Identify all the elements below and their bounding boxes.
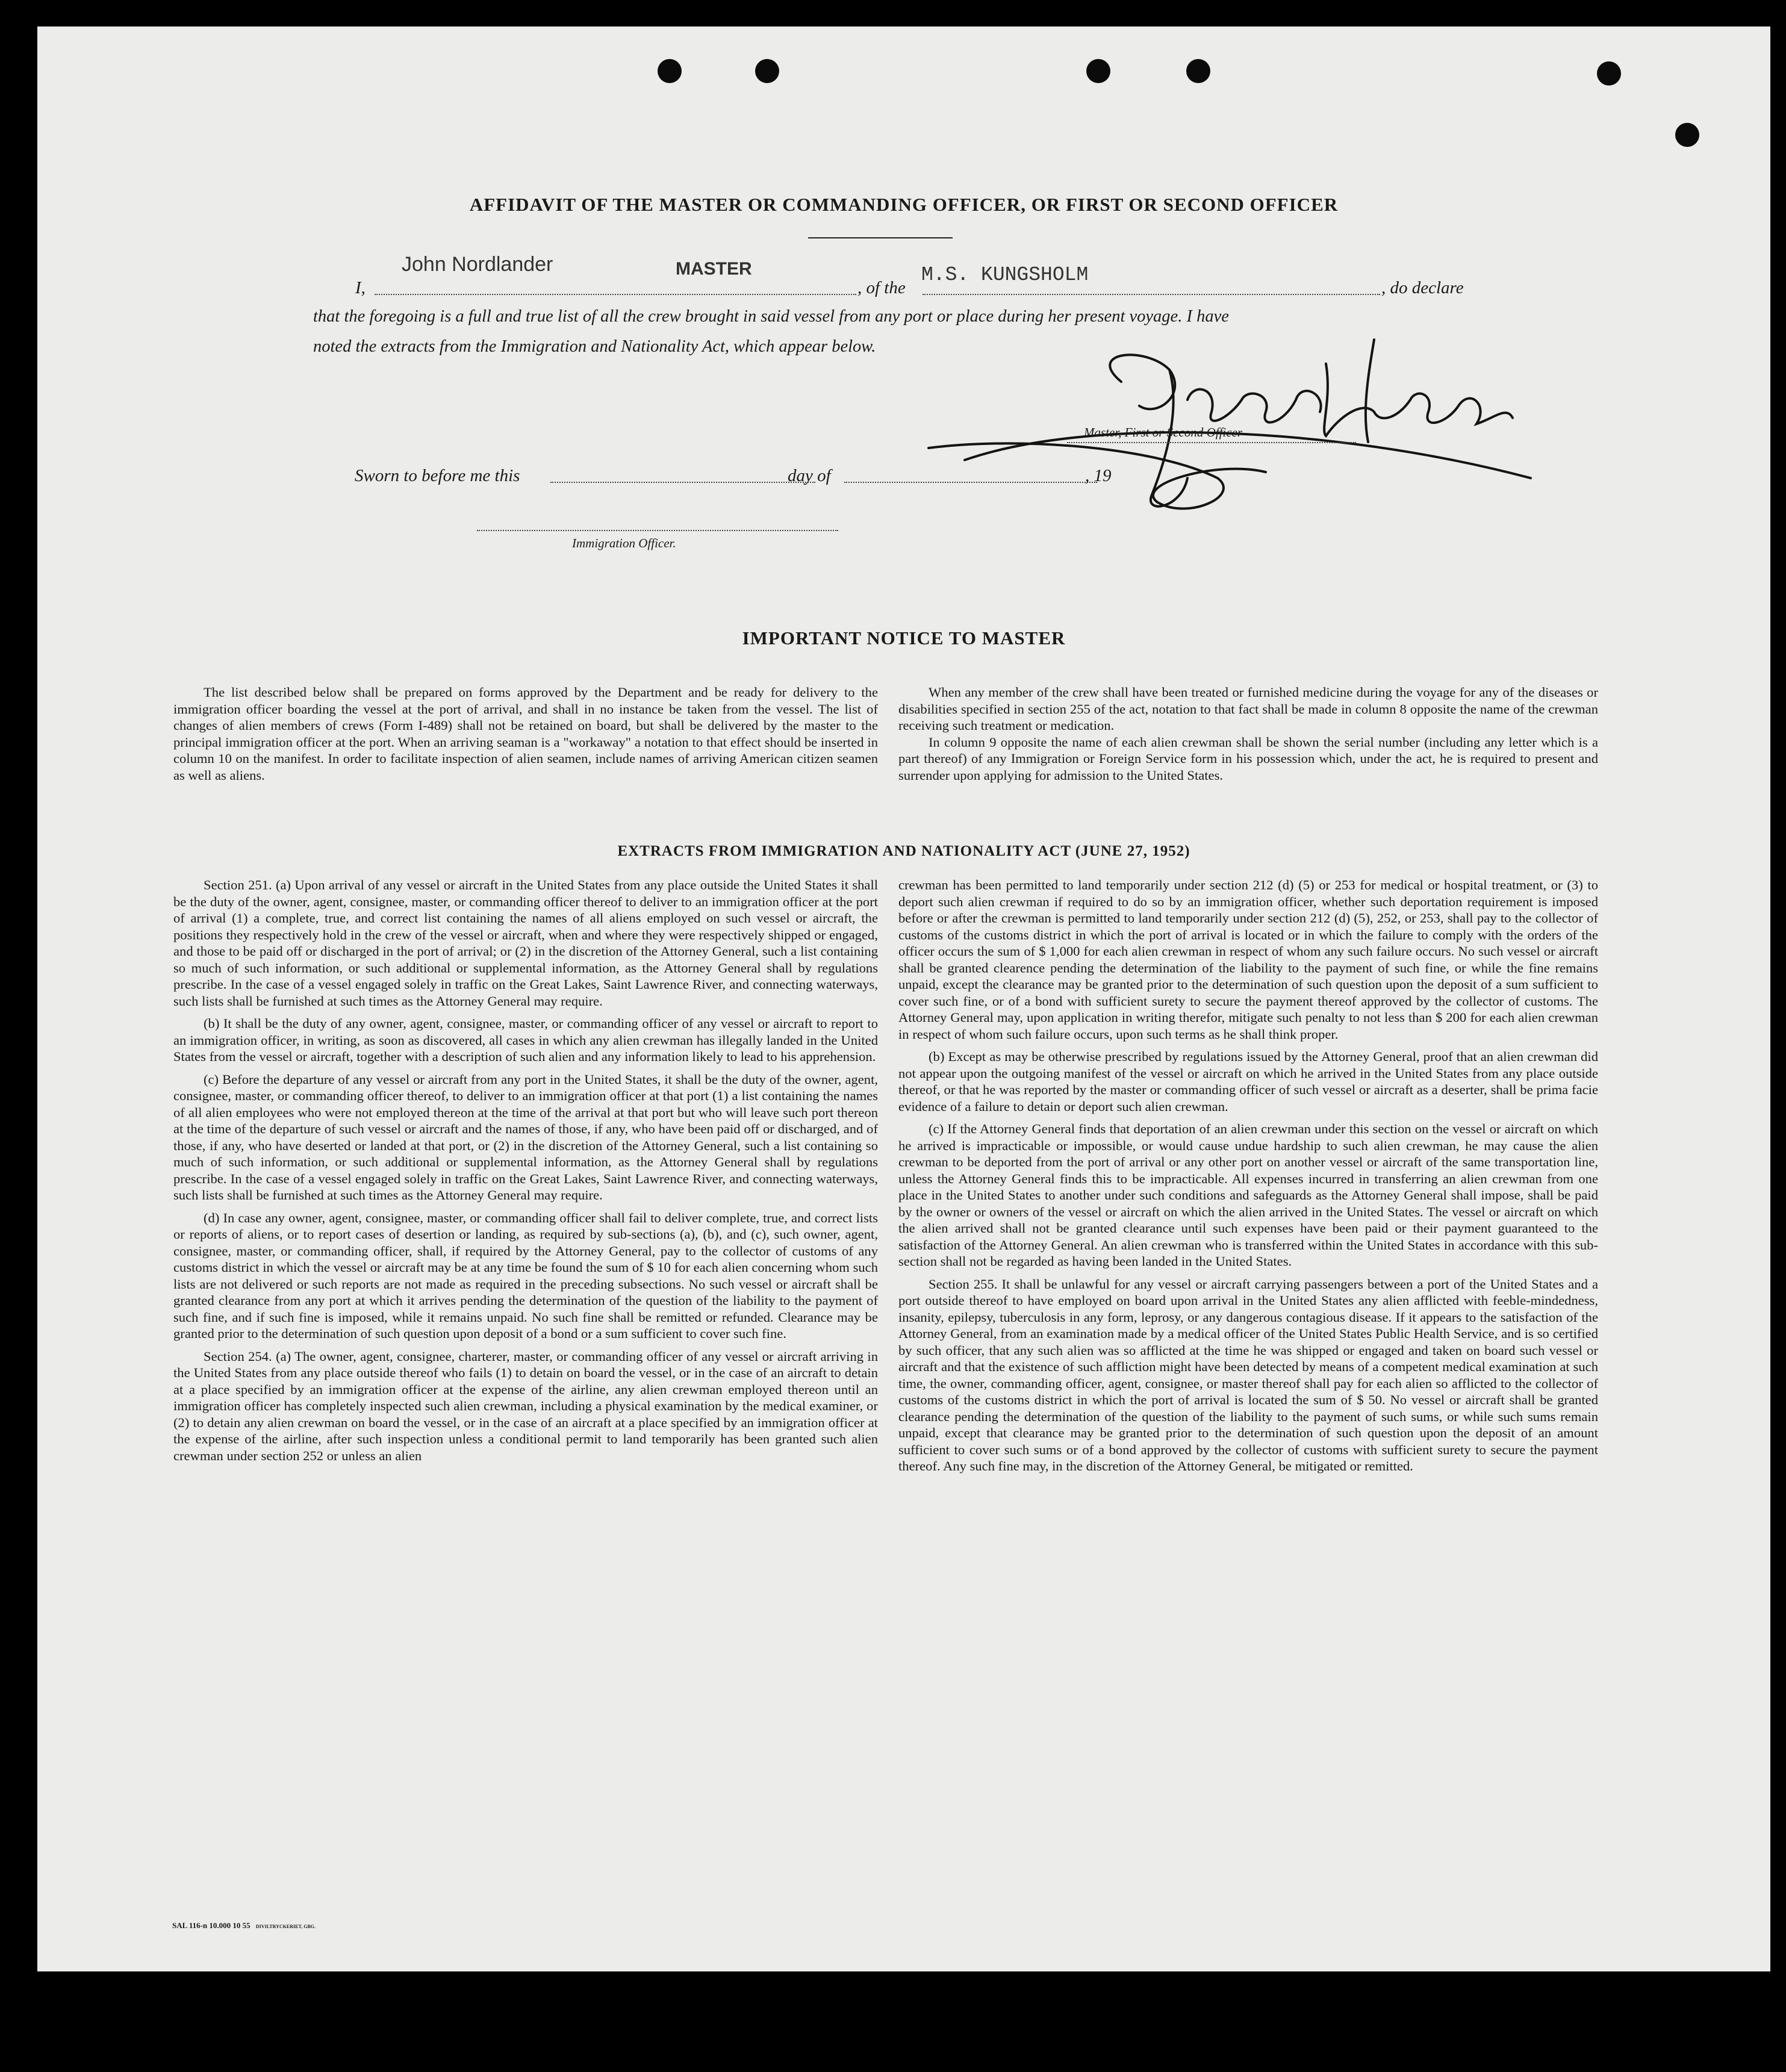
- extract-paragraph: Section 255. It shall be unlawful for any vessel or aircraft carrying passengers between a port of the United States and a port outside thereof to have employed on board upon arrival in the United States any alien afflicted with feeble-mindedness, insanity, epilepsy, tuberculosis in any form, leprosy, or any dangerous contagious disease. If it appears to the satisfaction of the Attorney General, from an examination made by a medical officer of the United States Public Health Service, and is so certified by such officer, that any such alien was so afflicted at the time he was shipped or engaged and taken on board such vessel or aircraft and that the existence of such affliction might have been detected by means of a competent medical examination at such time, the owner, commanding officer, agent, consignee, or master thereof shall pay for each alien so afflicted to the collector of customs of the customs district in which the port of arrival is located the sum of $ 50. No vessel or aircraft shall be granted clearance pending the determination of the question of the liability to the payment of such sums, or while such sums remain unpaid, except that clearance may be granted prior to the determination of such question upon the deposit of an amount sufficient to cover such sums or of a bond approved by the collector of customs with sufficient surety to secure the payment thereof. Any such fine may, in the discretion of the Attorney General, be mitigated or remitted.: [898, 1276, 1598, 1473]
- day-of-label: day of: [788, 466, 831, 485]
- extract-paragraph: (c) Before the departure of any vessel or aircraft from any port in the United States, it shall be the duty of the owner, agent, consignee, master, or commanding officer thereof, to deliver to an immigration officer at that port (1) a list containing the names of all alien employees who were not employed thereon at the time of the arrival at that port but who will leave such port thereon at the time of the departure of such vessel or aircraft and the names of those, if any, who have been paid off or discharged, and of those, if any, who have deserted or landed at that port, or (2) in the discretion of the Attorney General, such a list containing so much of such information, or such additional or supplemental information, as the Attorney General shall by regulations prescribe. In the case of a vessel engaged solely in traffic on the Great Lakes, Saint Lawrence River, and connecting waterways, such lists shall be furnished at such times as the Attorney General may require.: [173, 1071, 878, 1202]
- signer-caption: Master, First or Second Officer: [1084, 425, 1243, 440]
- i-label: I,: [355, 278, 366, 297]
- sworn-label: Sworn to before me this: [355, 466, 520, 485]
- printer-text: DIVILTRYCKERIET, GBG.: [255, 1924, 316, 1929]
- notice-paragraph: The list described below shall be prepared on forms approved by the Department and be ready for delivery to the immigration officer boarding the vessel at the port of arrival, and shall in no instance be taken from the vessel. The list of changes of alien members of crews (Form I-489) shall not be retained on board, but shall be delivered by the master to the principal immigration officer at the port. When an arriving seaman is a "workaway" a notation to that effect should be inserted in column 10 on the manifest. In order to facilitate inspection of alien seamen, include names of arriving American citizen seamen as well as aliens.: [173, 685, 878, 783]
- title-divider: [808, 237, 953, 238]
- extract-paragraph: (b) It shall be the duty of any owner, agent, consignee, master, or commanding officer of any vessel or aircraft to report to an immigration officer, in writing, as soon as discovered, all cases in which any alien crewman has illegally landed in the United States from the vessel or aircraft, together with a description of such alien and any information likely to lead to his apprehension.: [173, 1016, 878, 1064]
- punch-hole-2: [755, 59, 779, 83]
- form-code: [172, 1921, 316, 1930]
- officer-signature-line: [477, 530, 838, 531]
- declaration-line-3: noted the extracts from the Immigration and Nationality Act, which appear below.: [313, 337, 876, 356]
- extract-paragraph: Section 251. (a) Upon arrival of any vessel or aircraft in the United States from any place outside the United States it shall be the duty of the owner, agent, consignee, master, or commanding officer thereof to deliver to an immigration officer at the port of arrival (1) a complete, true, and correct list containing the names of all aliens employed on such vessel or aircraft, the positions they respectively hold in the crew of the vessel or aircraft, when and where they were respectively shipped or engaged, and those to be paid off or discharged in the port of arrival; or (2) in the discretion of the Attorney General, such a list containing so much of such information, or such additional or supplemental information, as the Attorney General shall by regulations prescribe. In the case of a vessel engaged solely in traffic on the Great Lakes, Saint Lawrence River, and connecting waterways, such lists shall be furnished at such times as the Attorney General may require.: [173, 877, 878, 1009]
- name-line: [375, 294, 856, 295]
- notice-paragraph: When any member of the crew shall have been treated or furnished medicine during the voyage for any of the diseases or disabilities specified in section 255 of the act, notation to that fact shall be made in column 8 opposite the name of the crewman receiving such treatment or medication.: [898, 685, 1598, 733]
- master-signature: [904, 328, 1555, 520]
- vessel-name-typed: M.S. KUNGSHOLM: [921, 264, 1089, 286]
- officer-caption: Immigration Officer.: [572, 536, 676, 550]
- notice-left-column: [173, 684, 878, 789]
- extract-paragraph: (c) If the Attorney General finds that deportation of an alien crewman under this section on the vessel or aircraft on which he arrived is impracticable or impossible, or would cause undue hardship to such alien crewman, he may cause the alien crewman to be deported from the port of arrival or any other port on another vessel or aircraft of the same transportation line, unless the Attorney General finds this to be impracticable. All expenses incurred in transferring an alien crewman from one place in the United States to another under such conditions and safeguards as the Attorney General shall impose, shall be paid by the owner or owners of the vessel or aircraft on which the alien arrived in the United States. The vessel or aircraft on which the alien arrived shall not be granted clearance until such expenses have been paid or their payment guaranteed to the satisfaction of the Attorney General. An alien crewman who is transferred within the United States in accordance with this sub-section shall not be regarded as having been landed in the United States.: [898, 1121, 1598, 1269]
- extract-paragraph: Section 254. (a) The owner, agent, consignee, charterer, master, or commanding officer of any vessel or aircraft arriving in the United States from any place outside thereof who fails (1) to detain on board the vessel, or in the case of an aircraft to detain at a place specified by an immigration officer at the expense of the airline, any alien crewman employed thereon until an immigration officer has completely inspected such alien crewman, including a physical examination by the medical examiner, or (2) to detain any alien crewman on board the vessel, or in the case of an aircraft at a place specified by an immigration officer at the expense of the airline, after such inspection unless a conditional permit to land temporarily has been granted such alien crewman under section 252 or unless an alien: [173, 1348, 878, 1463]
- form-code-text: SAL 116-n 10.000 10 55: [172, 1921, 250, 1930]
- notice-paragraph: In column 9 opposite the name of each alien crewman shall be shown the serial number (including any letter which is a part thereof) of any Immigration or Foreign Service form in his possession which, under the act, he is required to present and surrender upon applying for admission to the United States.: [898, 734, 1598, 783]
- extracts-title: EXTRACTS FROM IMMIGRATION AND NATIONALITY ACT (JUNE 27, 1952): [617, 843, 1190, 859]
- extracts-left-column: [173, 877, 878, 1470]
- punch-hole-5: [1597, 61, 1621, 86]
- sworn-date-line: [550, 482, 815, 483]
- notice-title: IMPORTANT NOTICE TO MASTER: [742, 627, 1066, 649]
- document-page: [37, 26, 1770, 1971]
- vessel-line: [923, 294, 1380, 295]
- month-line: [844, 482, 1097, 483]
- extract-paragraph: (d) In case any owner, agent, consignee, master, or commanding officer shall fail to deliver complete, true, and correct lists or reports of aliens, or to report cases of desertion or landing, as required by sub-sections (a), (b), and (c), such owner, agent, consignee, master, or commanding officer, shall, if required by the Attorney General, pay to the collector of customs of any customs district in which the vessel or aircraft may be at any time be found the sum of $ 10 for each alien concerning whom such lists are not delivered or such reports are not made as required in the preceding subsections. No such vessel or aircraft shall be granted clearance from any port at which it arrives pending the determination of the question of the liability to the payment of such fine, and if such fine is imposed, while it remains unpaid. No such fine shall be remitted or refunded. Clearance may be granted prior to the determination of such question upon deposit of a bond or a sum sufficient to cover such fine.: [173, 1210, 878, 1341]
- do-declare-label: , do declare: [1381, 278, 1464, 297]
- extracts-right-column: [898, 877, 1598, 1481]
- punch-hole-1: [658, 59, 682, 83]
- affidavit-title: AFFIDAVIT OF THE MASTER OR COMMANDING OFFICER, OR FIRST OR SECOND OFFICER: [469, 194, 1339, 215]
- signature-line: [1067, 442, 1356, 443]
- punch-hole-6: [1675, 123, 1699, 147]
- punch-hole-3: [1086, 59, 1110, 83]
- declaration-line-2: that the foregoing is a full and true list of all the crew brought in said vessel from any port or place during her present voyage. I have: [313, 307, 1229, 326]
- of-the-label: , of the: [857, 278, 906, 297]
- rank-typed: MASTER: [676, 259, 752, 279]
- year-label: , 19: [1085, 466, 1112, 485]
- extract-paragraph: (b) Except as may be otherwise prescribed by regulations issued by the Attorney General, proof that an alien crewman did not appear upon the outgoing manifest of the vessel or aircraft on which he arrived in the United States from any place outside thereof, or that he was reported by the master or commanding officer of such vessel or aircraft as a deserter, shall be prima facie evidence of a failure to detain or deport such alien crewman.: [898, 1049, 1598, 1114]
- extract-paragraph: crewman has been permitted to land temporarily under section 212 (d) (5) or 253 for medical or hospital treatment, or (3) to deport such alien crewman if required to do so by an immigration officer, whether such deportation requirement is imposed before or after the crewman is permitted to land temporarily under section 212 (d) (5), 252, or 253, shall pay to the collector of customs of the customs district in which the port of arrival is located or in which the failure to comply with the orders of the officer occurs the sum of $ 1,000 for each alien crewman in respect of whom any such failure occurs. No such vessel or aircraft shall be granted clearence pending the determination of the liability to the payment of such fine, or while the fine remains unpaid, except the clearance may be granted prior to the determination of such question upon the deposit of a sum sufficient to cover such fine, or of a bond with sufficient surety to secure the payment thereof approved by the collector of customs. The Attorney General may, upon application in writing therefor, mitigate such penalty to not less than $ 200 for each alien crewman in respect of whom such failure occurs, upon such terms as he shall think proper.: [898, 877, 1598, 1042]
- notice-right-column: [898, 684, 1598, 789]
- master-name-typed: John Nordlander: [402, 253, 553, 276]
- punch-hole-4: [1186, 59, 1210, 83]
